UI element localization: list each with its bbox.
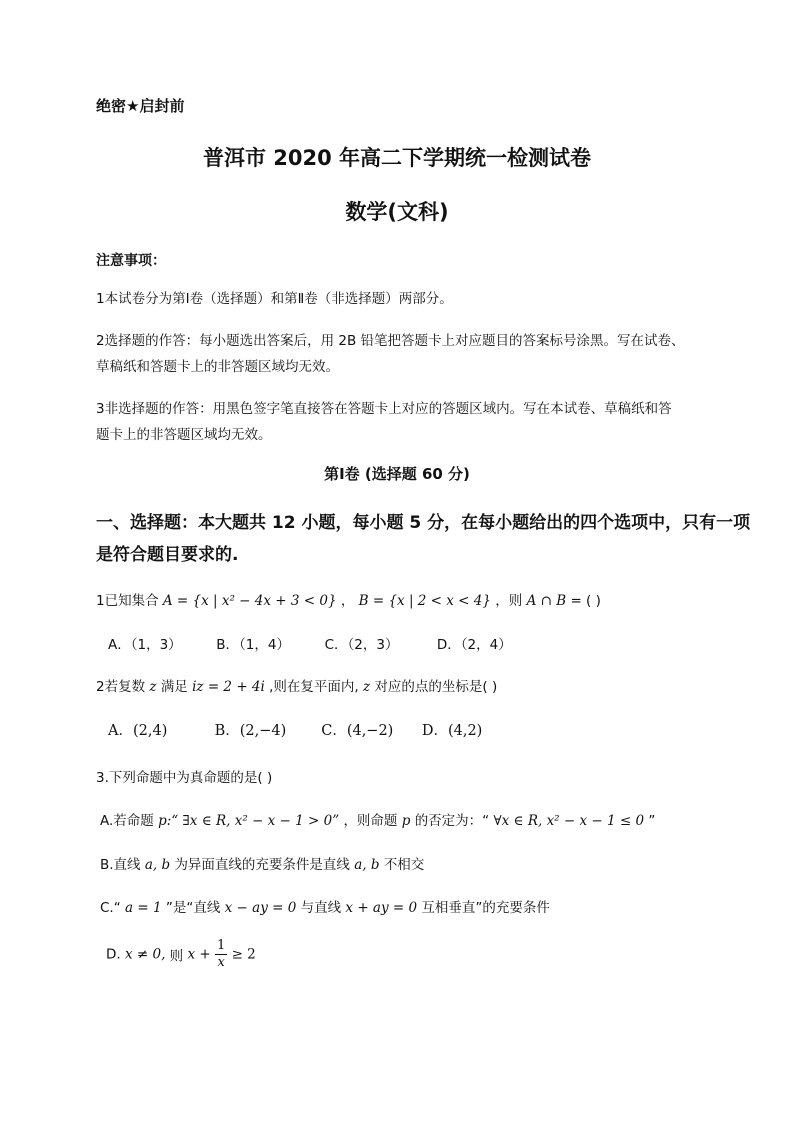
note-item: 题卡上的非答题区域均无效。 — [96, 427, 272, 443]
question-2 — [96, 675, 497, 695]
q2-mid2: ,则在复平面内, — [269, 679, 359, 695]
q3-b-lines: a, b — [144, 857, 171, 873]
q3-b-lines-2: a, b — [354, 857, 380, 873]
q3-c-end: 互相垂直”的充要条件 — [421, 900, 550, 916]
q1-option-c[interactable]: C．（2，3） — [324, 637, 399, 653]
q1-prefix: 1已知集合 — [96, 593, 159, 609]
q1-options — [108, 633, 512, 653]
q3-d-fraction — [215, 938, 227, 971]
q3-d-numerator: 1 — [216, 938, 226, 953]
q3-a-p: p — [401, 813, 411, 829]
q3-option-c[interactable] — [100, 896, 550, 916]
q2-option-b[interactable]: B．(2,−4) — [214, 723, 287, 739]
q3-c-line-2: x + ay = 0 — [345, 900, 418, 916]
q3-d-prefix: D. — [106, 946, 121, 963]
q3-b-end: 不相交 — [383, 857, 425, 873]
q1-set-a: A = {x | x² − 4x + 3 < 0} — [162, 593, 337, 609]
q3-option-b[interactable] — [100, 853, 424, 873]
section-heading: 第Ⅰ卷 (选择题 60 分) — [324, 465, 470, 483]
q2-prefix: 2若复数 — [96, 679, 146, 695]
q3-d-ge: ≥ 2 — [231, 946, 256, 963]
note-item: 2选择题的作答：每小题选出答案后，用 2B 铅笔把答题卡上对应题目的答案标号涂黑。写在试卷、 — [96, 333, 685, 349]
q1-option-b[interactable]: B．（1，4） — [216, 637, 290, 653]
q3-c-line-1: x − ay = 0 — [224, 900, 297, 916]
q2-equation: iz = 2 + 4i — [192, 679, 265, 695]
note-item: 1本试卷分为第Ⅰ卷（选择题）和第Ⅱ卷（非选择题）两部分。 — [96, 291, 453, 307]
q2-mid1: 满足 — [160, 679, 188, 695]
q2-suffix: 对应的点的坐标是( ) — [374, 679, 498, 695]
note-item: 草稿纸和答题卡上的非答题区域均无效。 — [96, 359, 339, 375]
q3-a-proposition: p:“ ∃x ∈ R, x² − x − 1 > 0” — [158, 813, 340, 829]
q1-option-d[interactable]: D．（2，4） — [436, 637, 512, 653]
q3-d-denominator: x — [217, 955, 225, 970]
q3-a-end: ” — [648, 813, 656, 829]
q3-a-mid2: 的否定为：“ — [414, 813, 490, 829]
secret-label: 绝密★启封前 — [96, 97, 185, 115]
section-instruction-1: 一、选择题：本大题共 12 小题，每小题 5 分，在每小题给出的四个选项中，只有一项 — [96, 513, 751, 533]
q2-z: z — [149, 679, 157, 695]
q3-c-prefix: C.“ — [100, 900, 121, 916]
question-1 — [96, 589, 601, 609]
q1-set-b: B = {x | 2 < x < 4} — [358, 593, 491, 609]
q1-expr: A ∩ B — [526, 593, 567, 609]
q2-option-c[interactable]: C．(4,−2) — [321, 723, 394, 739]
q3-d-condition: x ≠ 0, — [124, 946, 166, 963]
exam-subtitle: 数学(文科) — [345, 200, 449, 224]
question-3-stem: 3.下列命题中为真命题的是( ) — [96, 770, 273, 786]
q3-c-condition: a = 1 — [125, 900, 162, 916]
q1-mid: ，则 — [495, 593, 523, 609]
q3-c-mid1: ”是“直线 — [165, 900, 221, 916]
q3-d-x: x + — [187, 946, 211, 963]
notes-heading: 注意事项： — [96, 253, 166, 269]
q1-option-a[interactable]: A．（1，3） — [108, 637, 182, 653]
q1-sep: ， — [340, 593, 355, 609]
q3-a-negation: ∀x ∈ R, x² − x − 1 ≤ 0 — [493, 813, 645, 829]
q3-b-mid: 为异面直线的充要条件是直线 — [174, 857, 350, 873]
q3-c-mid2: 与直线 — [300, 900, 342, 916]
q3-b-prefix: B.直线 — [100, 857, 141, 873]
q3-a-mid: ，则命题 — [343, 813, 398, 829]
q2-options — [108, 719, 482, 740]
q2-option-a[interactable]: A．(2,4) — [108, 723, 168, 739]
q3-option-a[interactable] — [100, 809, 655, 829]
q3-d-then: 则 — [169, 948, 184, 965]
q3-a-prefix: A.若命题 — [100, 813, 154, 829]
note-item: 3非选择题的作答：用黑色签字笔直接答在答题卡上对应的答题区域内。写在本试卷、草稿纸和答 — [96, 401, 672, 417]
q2-option-d[interactable]: D．(4,2) — [421, 723, 483, 739]
q1-suffix: = ( ) — [570, 593, 601, 609]
q3-option-d[interactable] — [106, 938, 256, 971]
section-instruction-2: 是符合题目要求的. — [96, 545, 239, 565]
exam-title: 普洱市 2020 年高二下学期统一检测试卷 — [202, 146, 592, 170]
q2-z-2: z — [363, 679, 371, 695]
